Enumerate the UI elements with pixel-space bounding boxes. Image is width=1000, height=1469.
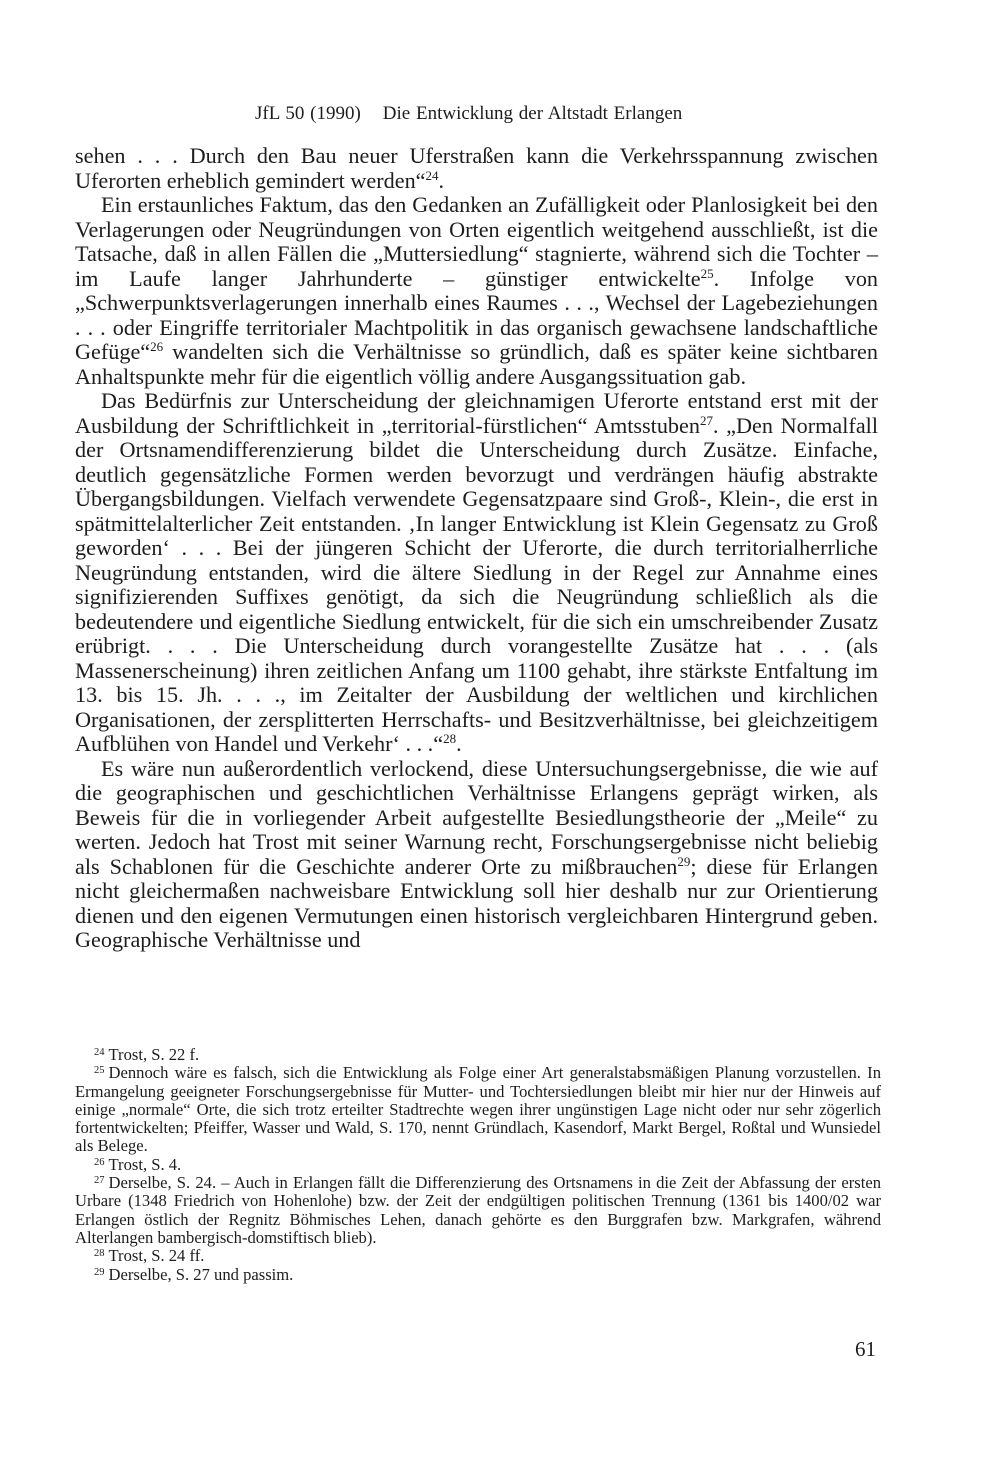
text-run: . xyxy=(456,731,462,756)
text-run: ; diese für Erlangen nicht gleichermaßen nachweisbare Entwicklung soll hier deshalb nur zur Orientierung dienen und den eigenen Vermutungen einen historisch vergleichbaren Hintergrund geben. Geographische Verhältnisse und xyxy=(75,853,878,952)
text-run: Ein erstaunliches Faktum, das den Gedanken an Zufälligkeit oder Planlosigkeit bei den Verlagerungen oder Neugründungen von Orten eigentlich weitgehend ausschließt, ist die Tatsache, daß in allen Fällen die „Muttersiedlung“ stagnierte, während sich die Tochter – im Laufe langer Jahrhunderte – günstiger entwickelte xyxy=(75,192,878,291)
footnote-text: Derselbe, S. 24. – Auch in Erlangen fällt die Differenzierung des Ortsnamens in die Zeit der Abfassung der ersten Urbare (1348 Friedrich von Hohenlohe) bzw. der Zeit der endgültigen politischen Trennung (1361 bis 1400/02 war Erlangen östlich der Regnitz Böhmisches Lehen, danach gehörte es den Burggrafen bzw. Markgrafen, während Alterlangen bambergisch-domstiftisch blieb). xyxy=(75,1173,881,1247)
footnote-reference: 27 xyxy=(699,412,713,428)
footnote xyxy=(75,1174,881,1247)
body-paragraph xyxy=(75,389,878,757)
text-run: . „Den Normalfall der Ortsnamendifferenzierung bildet die Unterscheidung durch Zusätze. Einfache, deutlich gegensätzliche Formen werden bevorzugt und verdrängen häufig abstrakte Übergangsbildungen. Vielfach verwendete Gegensatzpaare sind Groß-, Klein-, die erst in spätmittelalterlicher Zeit entstanden. ‚In langer Entwicklung ist Klein Gegensatz zu Groß geworden‘ . . . Bei der jüngeren Schicht der Uferorte, die durch territorialherrliche Neugründung entstanden, wird die ältere Siedlung in der Regel zur Annahme eines signifizierenden Suffixes genötigt, da sich die Neugründung schließlich als die bedeutendere und eigentliche Siedlung entwickelt, für die sich ein umschreibender Zusatz erübrigt. . . . Die Unterscheidung durch vorangestellte Zusätze hat . . . (als Massenerscheinung) ihren zeitlichen Anfang um 1100 gehabt, ihre stärkste Entfaltung im 13. bis 15. Jh. . . ., im Zeitalter der Ausbildung der weltlichen und kirchlichen Organisationen, der zersplitterten Herrschafts- und Besitzverhältnisse, bei gleichzeitigem Aufblühen von Handel und Verkehr‘ . . .“ xyxy=(75,412,878,756)
page-number: 61 xyxy=(855,1337,876,1361)
body-paragraph xyxy=(75,193,878,389)
footnote xyxy=(75,1046,881,1064)
journal-reference: JfL 50 (1990) xyxy=(255,103,361,124)
footnote-reference: 28 xyxy=(443,731,457,746)
footnote xyxy=(75,1156,881,1174)
footnote-reference: 24 xyxy=(425,167,439,183)
footnote-number: 25 xyxy=(94,1065,105,1077)
footnote-number: 27 xyxy=(94,1175,105,1187)
text-run: Das Bedürfnis zur Unterscheidung der gleichnamigen Uferorte entstand erst mit der Ausbildung der Schriftlichkeit in „territorial-fürstlichen“ Amtsstuben xyxy=(75,388,878,438)
footnote-reference: 26 xyxy=(150,339,164,354)
text-run: wandelten sich die Verhältnisse so gründlich, daß es später keine sichtbaren Anhaltspunkte mehr für die eigentlich völlig andere Ausgangssituation gab. xyxy=(75,339,878,389)
footnote-reference: 29 xyxy=(677,853,691,869)
footnote-number: 24 xyxy=(94,1047,105,1058)
running-header xyxy=(255,103,682,125)
footnote-number: 28 xyxy=(94,1248,105,1260)
footnote-number: 29 xyxy=(94,1266,105,1278)
main-text xyxy=(75,144,878,953)
text-run: . Infolge von „Schwerpunktsverlagerungen innerhalb eines Raumes . . ., Wechsel der Lagebeziehungen . . . oder Eingriffe territorialer Machtpolitik in das organisch gewachsene landschaftliche Gefüge“ xyxy=(75,265,879,364)
footnote-text: Trost, S. 22 f. xyxy=(108,1045,200,1064)
text-run: Es wäre nun außerordentlich verlockend, diese Untersuchungsergebnisse, die wie auf die geographischen und geschichtlichen Verhältnisse Erlangens geprägt wirken, als Beweis für die in vorliegender Arbeit aufgestellte Besiedlungstheorie der „Meile“ zu werten. Jedoch hat Trost mit seiner Warnung recht, Forschungsergebnisse nicht beliebig als Schablonen für die Geschichte anderer Orte zu mißbrauchen xyxy=(75,755,878,879)
footnote xyxy=(75,1064,881,1155)
footnote-number: 26 xyxy=(94,1156,105,1168)
footnote-text: Trost, S. 4. xyxy=(108,1154,182,1174)
text-run: sehen . . . Durch den Bau neuer Uferstraßen kann die Verkehrsspannung zwischen Uferorten erheblich gemindert werden“ xyxy=(75,143,878,193)
text-run: . xyxy=(438,167,445,193)
footnotes xyxy=(75,1046,881,1284)
body-paragraph xyxy=(75,144,878,193)
footnote-text: Trost, S. 24 ff. xyxy=(108,1246,205,1266)
footnote xyxy=(75,1266,881,1284)
body-paragraph xyxy=(75,757,878,953)
footnote-reference: 25 xyxy=(700,265,714,281)
footnote xyxy=(75,1247,881,1265)
footnote-text: Dennoch wäre es falsch, sich die Entwicklung als Folge einer Art generalstabsmäßigen Planung vorzustellen. In Ermangelung geeigneter Forschungsergebnisse für Mutter- und Tochtersiedlungen bleibt mir hier nur der Hinweis auf einige „normale“ Orte, die sich trotz erteilter Stadtrechte wegen ihrer ungünstigen Lage nicht oder nur sehr zögerlich fortentwickelten; Pfeiffer, Wasser und Wald, S. 170, nennt Gründlach, Kasendorf, Markt Bergel, Roßtal und Wunsiedel als Belege. xyxy=(75,1063,881,1156)
article-title: Die Entwicklung der Altstadt Erlangen xyxy=(382,103,683,124)
footnote-text: Derselbe, S. 27 und passim. xyxy=(108,1264,294,1284)
